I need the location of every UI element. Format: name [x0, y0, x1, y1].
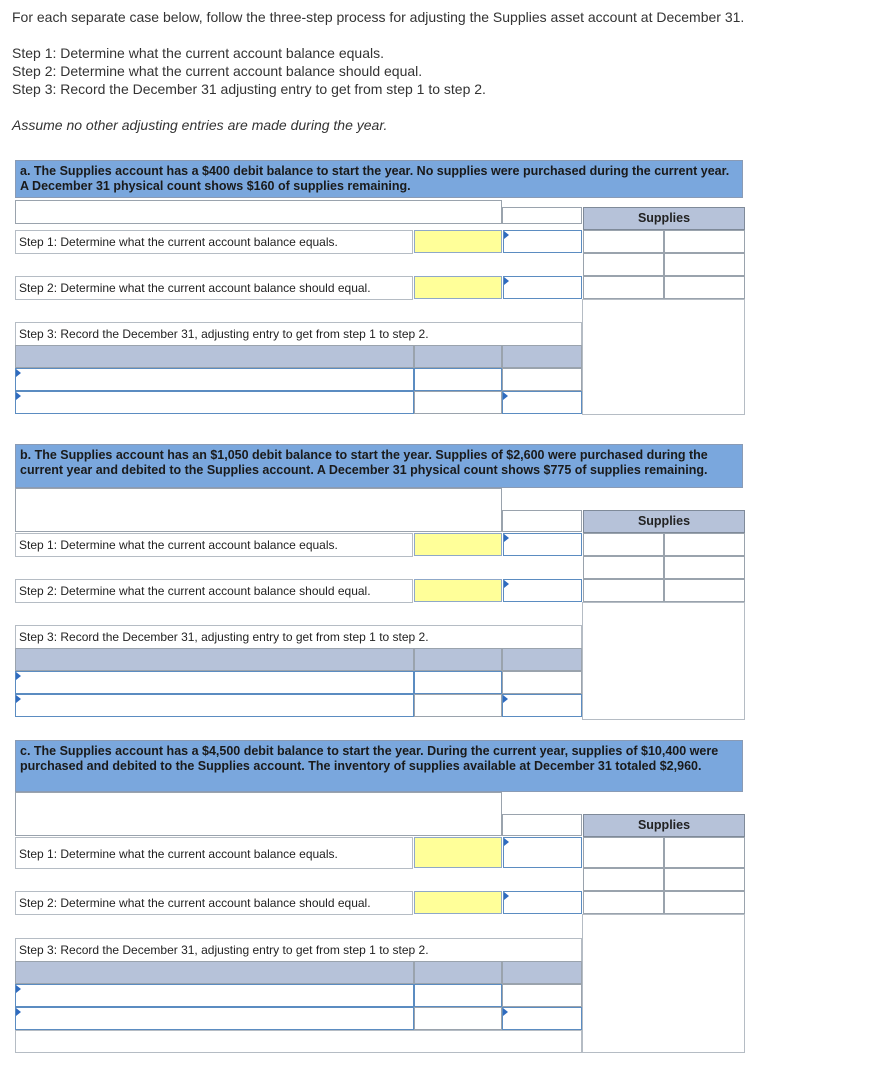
t-account-debit-cell[interactable] — [583, 230, 664, 253]
t-account-frame — [582, 299, 745, 415]
journal-debit-cell — [414, 391, 502, 414]
t-account-credit-cell[interactable] — [664, 253, 745, 276]
t-account-debit-cell[interactable] — [583, 891, 664, 914]
step2-amount-input[interactable] — [503, 276, 582, 299]
case-b-section — [15, 444, 745, 720]
t-account-debit-cell[interactable] — [583, 276, 664, 299]
assumption-note: Assume no other adjusting entries are made during the year. — [12, 117, 388, 133]
journal-header-credit — [502, 648, 582, 671]
t-account-debit-cell[interactable] — [583, 556, 664, 579]
step2-account-input[interactable] — [414, 276, 502, 299]
step2-label: Step 2: Determine what the current account balance should equal. — [15, 579, 413, 603]
journal-account-input[interactable] — [15, 391, 414, 414]
t-account-credit-cell[interactable] — [664, 556, 745, 579]
t-account-debit-cell[interactable] — [583, 579, 664, 602]
journal-credit-cell — [502, 671, 582, 694]
step1-account-input[interactable] — [414, 230, 502, 253]
journal-account-input[interactable] — [15, 368, 414, 391]
journal-account-input[interactable] — [15, 694, 414, 717]
case-c-header: c. The Supplies account has a $4,500 debit balance to start the year. During the current year, supplies of $10,400 were purchased and debited to the Supplies account. The inventory of supplies available at December 31 totaled $2,960. — [15, 740, 743, 792]
step1-account-input[interactable] — [414, 837, 502, 868]
supplies-t-account-title: Supplies — [583, 510, 745, 533]
t-account-debit-cell[interactable] — [583, 837, 664, 868]
journal-account-input[interactable] — [15, 1007, 414, 1030]
blank-cell — [15, 200, 502, 224]
step2-label: Step 2: Determine what the current account balance should equal. — [15, 891, 413, 915]
journal-header-credit — [502, 345, 582, 368]
journal-debit-cell — [414, 1007, 502, 1030]
journal-header-account — [15, 961, 414, 984]
t-account-credit-cell[interactable] — [664, 230, 745, 253]
journal-header-account — [15, 345, 414, 368]
journal-header-debit — [414, 961, 502, 984]
step2-account-input[interactable] — [414, 891, 502, 914]
t-account-credit-cell[interactable] — [664, 891, 745, 914]
journal-debit-input[interactable] — [414, 671, 502, 694]
journal-account-input[interactable] — [15, 984, 414, 1007]
case-a-header: a. The Supplies account has a $400 debit balance to start the year. No supplies were purchased during the current year. A December 31 physical count shows $160 of supplies remaining. — [15, 160, 743, 198]
journal-debit-cell — [414, 694, 502, 717]
step2-label: Step 2: Determine what the current account balance should equal. — [15, 276, 413, 300]
t-account-credit-cell[interactable] — [664, 868, 745, 891]
step3-label: Step 3: Record the December 31, adjusting entry to get from step 1 to step 2. — [15, 625, 582, 649]
supplies-t-account-title: Supplies — [583, 814, 745, 837]
journal-header-account — [15, 648, 414, 671]
blank-row — [15, 1030, 582, 1053]
journal-credit-input[interactable] — [502, 694, 582, 717]
step1-label: Step 1: Determine what the current account balance equals. — [15, 837, 413, 869]
step1-amount-input[interactable] — [503, 230, 582, 253]
step1-label: Step 1: Determine what the current account balance equals. — [15, 230, 413, 254]
journal-debit-input[interactable] — [414, 368, 502, 391]
journal-account-input[interactable] — [15, 671, 414, 694]
blank-cell — [15, 488, 502, 532]
journal-debit-input[interactable] — [414, 984, 502, 1007]
t-account-debit-cell[interactable] — [583, 868, 664, 891]
journal-credit-cell — [502, 368, 582, 391]
step2-account-input[interactable] — [414, 579, 502, 602]
case-b-header: b. The Supplies account has an $1,050 debit balance to start the year. Supplies of $2,600 were purchased during the current year and debited to the Supplies account. A December 31 physical count shows $775 of supplies remaining. — [15, 444, 743, 488]
journal-credit-cell — [502, 984, 582, 1007]
step1-label: Step 1: Determine what the current account balance equals. — [15, 533, 413, 557]
step3-label: Step 3: Record the December 31, adjusting entry to get from step 1 to step 2. — [15, 322, 582, 346]
journal-credit-input[interactable] — [502, 1007, 582, 1030]
blank-cell — [15, 792, 502, 836]
step3-instruction: Step 3: Record the December 31 adjusting entry to get from step 1 to step 2. — [12, 81, 486, 97]
blank-cell — [502, 510, 582, 532]
journal-header-debit — [414, 648, 502, 671]
journal-header-debit — [414, 345, 502, 368]
journal-header-credit — [502, 961, 582, 984]
step2-instruction: Step 2: Determine what the current account balance should equal. — [12, 63, 423, 79]
case-c-section — [15, 740, 745, 1054]
t-account-debit-cell[interactable] — [583, 533, 664, 556]
journal-credit-input[interactable] — [502, 391, 582, 414]
t-account-debit-cell[interactable] — [583, 253, 664, 276]
t-account-credit-cell[interactable] — [664, 579, 745, 602]
case-a-section — [15, 160, 745, 415]
blank-cell — [502, 207, 582, 224]
step1-account-input[interactable] — [414, 533, 502, 556]
step1-amount-input[interactable] — [503, 533, 582, 556]
instructions-text: For each separate case below, follow the three-step process for adjusting the Supplies asset account at December 31. — [12, 9, 745, 25]
supplies-t-account-title: Supplies — [583, 207, 745, 230]
step3-label: Step 3: Record the December 31, adjusting entry to get from step 1 to step 2. — [15, 938, 582, 962]
blank-cell — [502, 814, 582, 836]
t-account-credit-cell[interactable] — [664, 837, 745, 868]
step2-amount-input[interactable] — [503, 579, 582, 602]
step1-amount-input[interactable] — [503, 837, 582, 868]
t-account-frame — [582, 914, 745, 1053]
t-account-frame — [582, 602, 745, 720]
step1-instruction: Step 1: Determine what the current account balance equals. — [12, 45, 384, 61]
t-account-credit-cell[interactable] — [664, 533, 745, 556]
t-account-credit-cell[interactable] — [664, 276, 745, 299]
step2-amount-input[interactable] — [503, 891, 582, 914]
